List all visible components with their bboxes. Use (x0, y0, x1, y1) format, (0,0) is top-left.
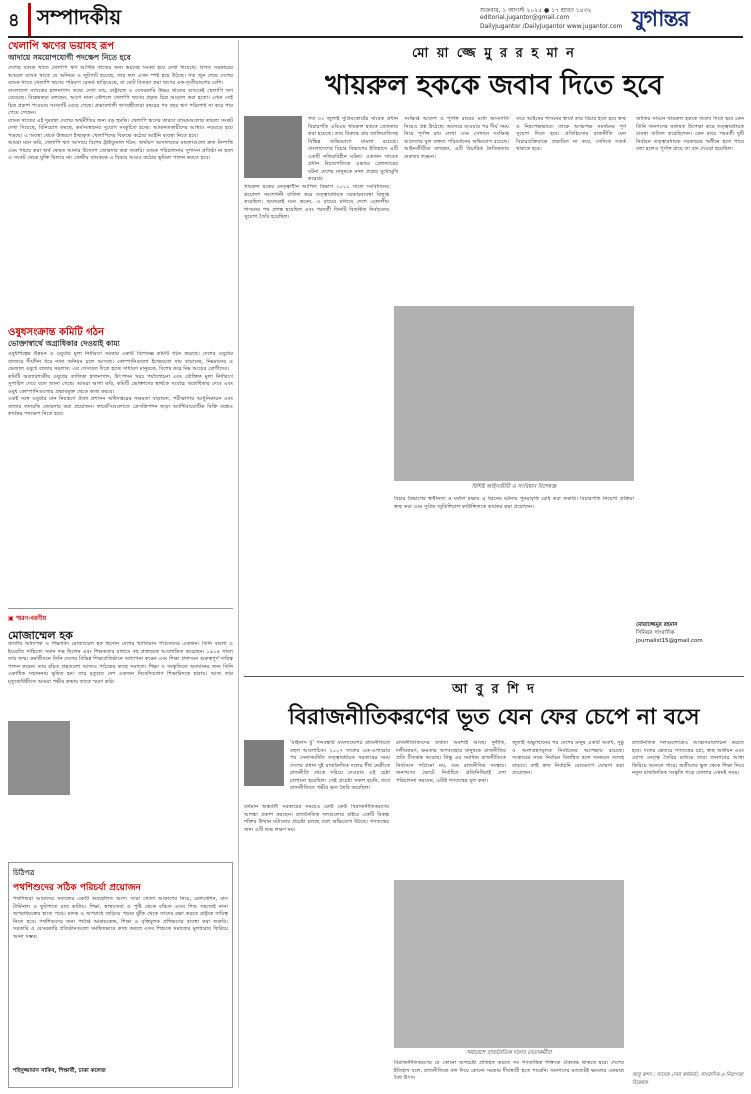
photo-caption: সমাবেশে রাজনৈতিক দলের নেতাকর্মীরা (466, 1050, 552, 1056)
letters-body: পথশিশুরা আমাদের সমাজের একটি অবহেলিত অংশ। তারা খোলা আকাশের নিচে, রেলস্টেশন, বাস টার্মিনাল ও ফুটপাতে রাত কাটায়। শিক্ষা, স্বাস্থ্যসেবা ও পুষ্টি থেকে বঞ্চিত এসব শিশু সহজেই নানা অপরাধচক্রের হাতে পড়ে। মাদক ও অপরাধে জড়িয়ে পড়ার ঝুঁকি থেকে তাদের রক্ষা করতে রাষ্ট্রকে দায়িত্ব নিতে হবে। পথশিশুদের জন্য পর্যাপ্ত আশ্রয়কেন্দ্র, শিক্ষা ও বৃত্তিমূলক প্রশিক্ষণের ব্যবস্থা করা জরুরি। সরকারি ও বেসরকারি প্রতিষ্ঠানগুলো সমন্বিতভাবে কাজ করলে এসব শিশুকে সমাজের মূলধারায় ফিরিয়ে আনা সম্ভব। (13, 896, 228, 940)
article-divider (244, 676, 744, 677)
article-body-col: সংক্ষিপ্ত আদেশ ও পূর্ণাঙ্গ রায়ের মধ্যে অসংগতি নিয়েও প্রশ্ন উঠেছে। অবসরে যাওয়ার পর দীর্ঘ সময় নিয়ে পূর্ণাঙ্গ রায় লেখা এবং সেখানে সংক্ষিপ্ত আদেশের মূল বক্তব্য পরিবর্তনের অভিযোগ রয়েছে। আইনজীবীরা বলছেন, এটি বিচারিক নৈতিকতার গুরুতর লঙ্ঘন। (404, 116, 509, 160)
editorial-email[interactable]: editorial.jugantor@gmail.com (480, 14, 570, 21)
rally-photo (394, 880, 624, 1048)
article-body-col: জাতির সামনে খায়রুল হককে জবাব দিতে হবে কেন তিনি জনগণের মতামত উপেক্ষা করে তত্ত্বাবধায়ক ব্যবস্থা বাতিল করেছিলেন। কেন রায়ে পরবর্তী দুটি নির্বাচন তত্ত্বাবধায়ক সরকারের অধীনে হতে পারে বলা হলেও পূর্ণাঙ্গ রায়ে তা বাদ দেওয়া হয়েছিল। (636, 116, 744, 152)
photo-caption: বিশিষ্ট আইনজীবী ও সংবিধান বিশেষজ্ঞ (471, 484, 557, 490)
smaran-label-text: স্মরণ-বরণীয় (15, 615, 47, 622)
article-body-col: খায়রুল হকের নেতৃত্বাধীন আপিল বিভাগ ২০১১ সালে সংবিধানের ত্রয়োদশ সংশোধনী বাতিল করে তত্ত্বাবধায়ক সরকারব্যবস্থা বিলুপ্ত করেছিল। অনেকেই মনে করেন, এ রায়ের মাধ্যমে দেশে একদলীয় শাসনের পথ প্রশস্ত হয়েছিল এবং পরবর্তী তিনটি বিতর্কিত নির্বাচনের সুযোগ তৈরি হয়েছিল। (244, 184, 389, 220)
date-line: শুক্রবার, ১ আগস্ট ২০২৫ ● ১৭ শ্রাবণ ১৪৩২ (480, 7, 592, 14)
author-thumb (244, 740, 284, 786)
letters-box (8, 862, 233, 1088)
article-body-col: বর্তমান অন্তর্বর্তী সরকারের সময়েও কেউ কেউ বিরাজনীতিকরণের আশঙ্কা প্রকাশ করছেন। রাজনৈতিক দলগুলোর বাইরে একটি বিকল্প শক্তির উত্থান ঘটানোর প্রচেষ্টা চলছে বলে অভিযোগ উঠছে। গণতন্ত্রের জন্য এটি শুভ লক্ষণ নয়। (244, 804, 389, 833)
editorial-paragraph: বাংলাদেশ ব্যাংকের হালনাগাদ তথ্যে দেখা যায়, রাষ্ট্রায়ত্ত ও বেসরকারি উভয় খাতের ব্যাংকেই খেলাপি ঋণ বেড়েছে। বিশ্লেষকরা বলছেন, আগে নানা কৌশলে খেলাপি ঋণের প্রকৃত চিত্র আড়াল করা হতো। এখন সেই চিত্র প্রকাশ পাওয়ায় সংখ্যাটি বেড়ে গেছে। প্রভাবশালী ঋণগ্রহীতারা বছরের পর বছর ঋণ পরিশোধ না করে পার পেয়ে গেছেন। (8, 87, 233, 116)
letters-label: চিঠিপত্র (13, 869, 35, 877)
article-body-col: জুলাই অভ্যুত্থানের পর দেশের মানুষ একটি অবাধ, সুষ্ঠু ও অংশগ্রহণমূলক নির্বাচনের অপেক্ষায় রয়েছে। সংস্কারের নামে নির্বাচন বিলম্বিত হলে জনমনে সন্দেহ বাড়বে। তাই দ্রুত নির্বাচনি রোডম্যাপ ঘোষণা করা প্রয়োজন। (512, 740, 624, 776)
article-headline: খায়রুল হককে জবাব দিতে হবে (325, 70, 663, 101)
editorial-paragraph: একই সঙ্গে ওষুধের মান নিয়ন্ত্রণে ঔষধ প্রশাসন অধিদপ্তরের সক্ষমতা বাড়ানো, পরীক্ষাগার আধুনিকায়ন এবং বাজার তদারকি জোরদার করা প্রয়োজন। ফার্মেসিগুলোতে প্রেসক্রিপশন ছাড়া অ্যান্টিবায়োটিক বিক্রি বন্ধেও কার্যকর পদক্ষেপ নিতে হবে। (8, 396, 233, 417)
editorial-khelapi (8, 40, 233, 323)
editorial-paragraph: আমরা মনে করি, খেলাপি ঋণ আদায়ে বিশেষ ট্রাইব্যুনাল গঠন, অর্থঋণ আদালতের মামলাগুলো দ্রুত নিষ্পত্তি এবং পাচার করা অর্থ ফেরত আনার উদ্যোগ জোরদার করা জরুরি। ব্যাংক পরিচালনায় সুশাসন প্রতিষ্ঠা না হলে এ সংকট থেকে মুক্তি মিলবে না। কেন্দ্রীয় ব্যাংককে এ বিষয়ে আরও কঠোর ভূমিকা পালন করতে হবে। (8, 140, 233, 161)
newspaper-logo: যুগান্তর (632, 6, 689, 32)
editorial-subtitle: আদায়ে সময়োপযোগী পদক্ষেপ নিতে হবে (8, 53, 131, 62)
article-byline: মো য়া জ্জে মু র র হ মা ন (412, 46, 576, 61)
flag-icon: ▣ (8, 615, 16, 622)
smaran-label (8, 613, 233, 624)
header-rule (8, 36, 743, 38)
page-number: ৪ (8, 10, 20, 31)
author-email[interactable]: journalist15@gmail.com (636, 638, 703, 644)
article-body-col: গত ৩০ জুলাই সুপ্রিমকোর্টের সাবেক প্রধান বিচারপতি এবিএম খায়রুল হককে গ্রেফতার করা হয়েছে। তার বিরুদ্ধে রায় জালিয়াতিসহ বিভিন্ন অভিযোগে মামলা রয়েছে। বাংলাদেশের বিচার বিভাগের ইতিহাসে এটি একটি নজিরবিহীন ঘটনা। একজন সাবেক প্রধান বিচারপতিকে এভাবে গ্রেফতারের ঘটনা দেশের মানুষকে নানা প্রশ্নের মুখোমুখি করেছে। (308, 116, 398, 182)
author-name: মোয়াজ্জেমুর রহমান (636, 622, 678, 628)
article-body-col: রাজনীতিবিদদের ব্যর্থতা অবশ্যই আছে। দুর্নীতি, দলীয়করণ, ক্ষমতার অপব্যবহার মানুষকে রাজনীতির প্রতি বীতশ্রদ্ধ করেছে। কিন্তু এর সমাধান রাজনীতিকে নির্বাসনে পাঠানো নয়, বরং রাজনীতির সংস্কার। জনগণের ভোটে নির্বাচিত প্রতিনিধিরাই দেশ পরিচালনা করবেন, এটাই গণতন্ত্রের মূল কথা। (396, 740, 506, 784)
lead-photo (394, 306, 634, 481)
article-khairul (244, 44, 744, 664)
editorial-medicine (8, 326, 233, 603)
article-body-col: রাজনৈতিক দলগুলোকেও আত্মসমালোচনা করতে হবে। দলের ভেতরে গণতন্ত্রের চর্চা, স্বচ্ছ অর্থায়ন এবং যোগ্য নেতৃত্ব তৈরির মাধ্যমে তারা জনগণের আস্থা ফিরিয়ে আনতে পারে। অতীতের ভুল থেকে শিক্ষা নিয়ে নতুন রাজনৈতিক সংস্কৃতি গড়ে তোলার এখনই সময়। (632, 740, 744, 776)
author-note: আবু রুশদ : সাবেক সেনা কর্মকর্তা, সাংবাদিক ও নিরাপত্তা বিশ্লেষক (632, 1072, 744, 1086)
smaran-name: মোজাম্মেল হক (8, 629, 73, 642)
editorial-body (8, 65, 233, 323)
article-byline: আ বু র শি দ (452, 682, 536, 697)
article-headline: বিরাজনীতিকরণের ভূত যেন ফের চেপে না বসে (288, 705, 700, 730)
column-divider (238, 40, 239, 1088)
letters-signature: শহিদুজ্জামান সাকিব, শিক্ষার্থী, ঢাকা কলেজ (13, 1068, 106, 1074)
article-body-col: বিরাজনীতিকরণের যে কোনো অপচেষ্টা প্রতিহত করতে সব গণতান্ত্রিক শক্তিকে ঐক্যবদ্ধ থাকতে হবে। দেশের ইতিহাস বলে, রাজনীতিকে বাদ দিয়ে কোনো সরকার দীর্ঘস্থায়ী হতে পারেনি। জনগণের ম্যান্ডেটই ক্ষমতার একমাত্র বৈধ উৎস। (394, 1060, 624, 1081)
editorial-paragraph: কমিটি অত্যাবশ্যকীয় ওষুধের তালিকা হালনাগাদ, উৎপাদন খরচ পর্যালোচনা এবং যৌক্তিক মূল্য নির্ধারণে সুপারিশ দেবে বলে জানা গেছে। আমরা আশা করি, কমিটি ভোক্তাদের স্বার্থকে সর্বোচ্চ অগ্রাধিকার দেবে এবং ওষুধ কোম্পানিগুলোর প্রভাবমুক্ত থেকে কাজ করবে। (8, 373, 233, 395)
editorial-paragraph: ব্যাংক খাতের এই দুরবস্থা দেশের অর্থনীতির জন্য বড় হুমকি। খেলাপি ঋণের কারণে ব্যাংকগুলোর তারল্য সংকট দেখা দিয়েছে, বিনিয়োগ কমছে, কর্মসংস্থানের সুযোগ সংকুচিত হচ্ছে। আমানতকারীদের আস্থাও নড়বড়ে হয়ে পড়ছে। এ অবস্থা থেকে উত্তরণে ইচ্ছাকৃত খেলাপিদের বিরুদ্ধে কঠোর আইনি ব্যবস্থা নিতে হবে। (8, 117, 233, 139)
editorial-title: খেলাপি ঋণের ভয়াবহ রূপ (8, 41, 115, 52)
author-block (636, 622, 744, 644)
article-body-col: বিচার বিভাগের স্বাধীনতা ও মর্যাদা রক্ষায় এ ধরনের ঘটনার পুনরাবৃত্তি রোধ করা জরুরি। বিচারপতি নিয়োগ প্রক্রিয়া স্বচ্ছ করা এবং সুপ্রিম জুডিশিয়াল কাউন্সিলকে কার্যকর করা প্রয়োজন। (394, 496, 634, 510)
portrait-photo (8, 721, 70, 795)
author-title: সিনিয়র সাংবাদিক (636, 630, 675, 636)
smaran-body: জাতীয় অধ্যাপক ও শিক্ষাবিদ মোজাম্মেল হক ছিলেন দেশের খ্যাতিমান পণ্ডিতদের একজন। তিনি বাংলা ও ইংরেজি সাহিত্যে সমান দক্ষ ছিলেন এবং শিক্ষকতার মাধ্যমে বহু প্রজন্মকে আলোকিত করেছেন। ১৯০৪ সালে তার জন্ম। কর্মজীবনে তিনি দেশের বিভিন্ন শিক্ষাপ্রতিষ্ঠানে অধ্যাপনা করেন এবং শিক্ষা প্রশাসনে গুরুত্বপূর্ণ দায়িত্ব পালন করেন। তার রচিত গ্রন্থগুলো আজও পাঠকের কাছে সমাদৃত। শিক্ষা ও সংস্কৃতিতে অবদানের জন্য তিনি একাধিক সম্মাননায় ভূষিত হন। তার মৃত্যুতে দেশ একজন নিবেদিতপ্রাণ শিক্ষাবিদকে হারায়। আজ তার মৃত্যুবার্ষিকীতে আমরা গভীর শ্রদ্ধায় তাকে স্মরণ করি। (8, 641, 233, 685)
page-header (0, 0, 751, 35)
article-body-col: ‘মাইনাস টু’ শব্দবন্ধটি বাংলাদেশের রাজনীতিতে বহুল আলোচিত। ২০০৭ সালের এক-এগারোর পর সেনাসমর্থিত তত্ত্বাবধায়ক সরকারের সময় দেশের প্রধান দুই রাজনৈতিক দলের শীর্ষ নেত্রীকে রাজনীতি থেকে সরিয়ে দেওয়ার এই চেষ্টা চালানো হয়েছিল। সেই প্রচেষ্টা সফল হয়নি, তবে রাজনীতিতে গভীর ক্ষত তৈরি করেছিল। (290, 740, 390, 791)
article-body-col: তবে আইনের শাসনের স্বার্থে তার বিচার হতে হবে স্বচ্ছ ও নিরপেক্ষভাবে। তাকে আত্মপক্ষ সমর্থনের পূর্ণ সুযোগ দিতে হবে। প্রতিহিংসার রাজনীতি যেন বিচারপ্রক্রিয়াকে প্রভাবিত না করে, সেদিকে সতর্ক থাকতে হবে। (516, 116, 626, 152)
editorial-paragraph: দেশের ব্যাংক খাতে খেলাপি ঋণ আর্থিক খাতের জন্য ভয়াবহ সংকট হয়ে দেখা দিয়েছে। বিগত সরকারের আমলে ব্যাংক খাতে যে অনিয়ম ও লুটপাট হয়েছে, তার ফল এখন স্পষ্ট হয়ে উঠছে। গত জুন শেষে দেশের ব্যাংক খাতে খেলাপি ঋণের পরিমাণ রেকর্ড ছাড়িয়েছে, যা মোট বিতরণ করা ঋণের এক-তৃতীয়াংশের বেশি। (8, 65, 233, 86)
smaran-box (8, 608, 233, 839)
social-links[interactable]: DailyJugantor /DailyJugantor www.jugantor.com (480, 23, 623, 30)
section-title: সম্পাদকীয় (28, 3, 127, 36)
editorial-title: ওষুধসংক্রান্ত কমিটি গঠন (8, 327, 105, 338)
editorial-subtitle: ভোক্তাস্বার্থে অগ্রাধিকার দেওয়াই কাম্য (8, 339, 120, 348)
article-birajniti (244, 680, 744, 1088)
editorial-paragraph: ওষুধশিল্পের উন্নয়ন ও ওষুধের মূল্য নির্ধারণে সরকার একটি বিশেষজ্ঞ কমিটি গঠন করেছে। দেশের ওষুধের বাজারে দীর্ঘদিন ধরে নানা অনিয়ম চলে আসছে। কোম্পানিগুলো ইচ্ছেমতো দাম বাড়াচ্ছে, নিম্নমানের ও ভেজাল ওষুধে বাজার সয়লাব। এর খেসারত দিতে হচ্ছে সাধারণ মানুষকে, বিশেষ করে নিম্ন আয়ের রোগীদের। (8, 351, 233, 372)
author-thumb (244, 116, 302, 178)
letters-title: পথশিশুদের সঠিক পরিচর্যা প্রয়োজন (13, 883, 141, 893)
editorial-body (8, 351, 233, 603)
